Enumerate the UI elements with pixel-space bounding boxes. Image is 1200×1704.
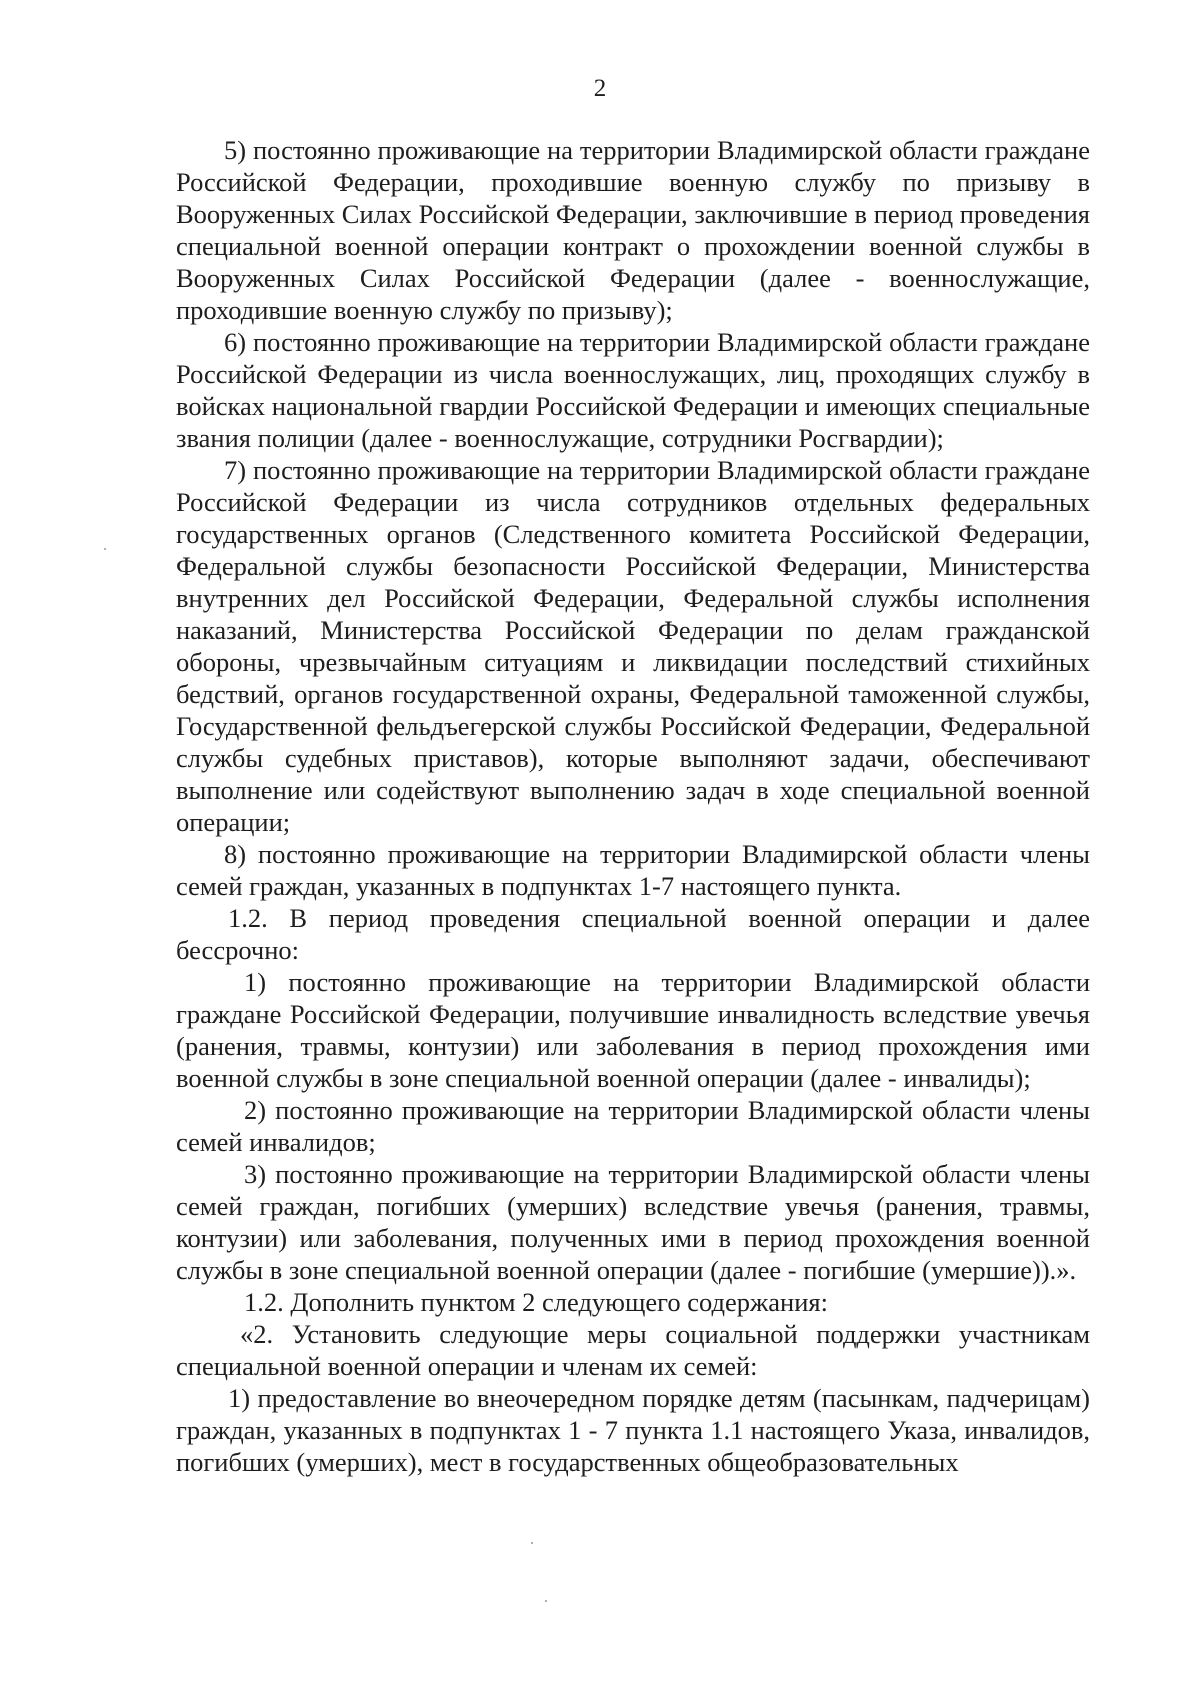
paragraph-amendment-1-2: 1.2. Дополнить пунктом 2 следующего содержания:	[244, 1287, 828, 1317]
page-number: 2	[593, 75, 607, 102]
document-body	[176, 134, 1090, 1478]
scan-speck	[104, 548, 106, 550]
paragraph-item-6: 6) постоянно проживающие на территории Владимирской области граждане Российской Федерации из числа военнослужащих, лиц, проходящих службу в войсках национальной гвардии Российской Федерации и имеющих специальные звания полиции (далее - военнослужащие, сотрудники Росгвардии);	[176, 327, 1090, 453]
paragraph-point-2: «2. Установить следующие меры социальной поддержки участникам специальной военной операции и членам их семей:	[176, 1319, 1090, 1381]
scan-speck	[531, 1542, 533, 1544]
paragraph-subitem-2: 2) постоянно проживающие на территории Владимирской области члены семей инвалидов;	[176, 1095, 1090, 1157]
paragraph-subitem-1: 1) постоянно проживающие на территории Владимирской области граждане Российской Федерации, получившие инвалидность вследствие увечья (ранения, травмы, контузии) или заболевания в период прохождения ими военной службы в зоне специальной военной операции (далее - инвалиды);	[176, 967, 1090, 1093]
paragraph-item-7: 7) постоянно проживающие на территории Владимирской области граждане Российской Федерации из числа сотрудников отдельных федеральных государственных органов (Следственного комитета Российской Федерации, Федеральной службы безопасности Российской Федерации, Министерства внутренних дел Российской Федерации, Федеральной службы исполнения наказаний, Министерства Российской Федерации по делам гражданской обороны, чрезвычайным ситуациям и ликвидации последствий стихийных бедствий, органов государственной охраны, Федеральной таможенной службы, Государственной фельдъегерской службы Российской Федерации, Федеральной службы судебных приставов), которые выполняют задачи, обеспечивают выполнение или содействуют выполнению задач в ходе специальной военной операции;	[176, 455, 1090, 837]
paragraph-subitem-3: 3) постоянно проживающие на территории Владимирской области члены семей граждан, погибших (умерших) вследствие увечья (ранения, травмы, контузии) или заболевания, полученных ими в период прохождения военной службы в зоне специальной военной операции (далее - погибшие (умершие)).».	[176, 1159, 1090, 1285]
paragraph-item-8: 8) постоянно проживающие на территории Владимирской области члены семей граждан, указанных в подпунктах 1-7 настоящего пункта.	[176, 839, 1090, 901]
paragraph-measure-1: 1) предоставление во внеочередном порядке детям (пасынкам, падчерицам) граждан, указанных в подпунктах 1 - 7 пункта 1.1 настоящего Указа, инвалидов, погибших (умерших), мест в государственных общеобразовательных	[176, 1383, 1090, 1477]
scan-speck	[545, 1600, 547, 1602]
paragraph-section-1-2: 1.2. В период проведения специальной военной операции и далее бессрочно:	[176, 903, 1090, 965]
paragraph-item-5: 5) постоянно проживающие на территории Владимирской области граждане Российской Федерации, проходившие военную службу по призыву в Вооруженных Силах Российской Федерации, заключившие в период проведения специальной военной операции контракт о прохождении военной службы в Вооруженных Силах Российской Федерации (далее - военнослужащие, проходившие военную службу по призыву);	[176, 135, 1090, 325]
